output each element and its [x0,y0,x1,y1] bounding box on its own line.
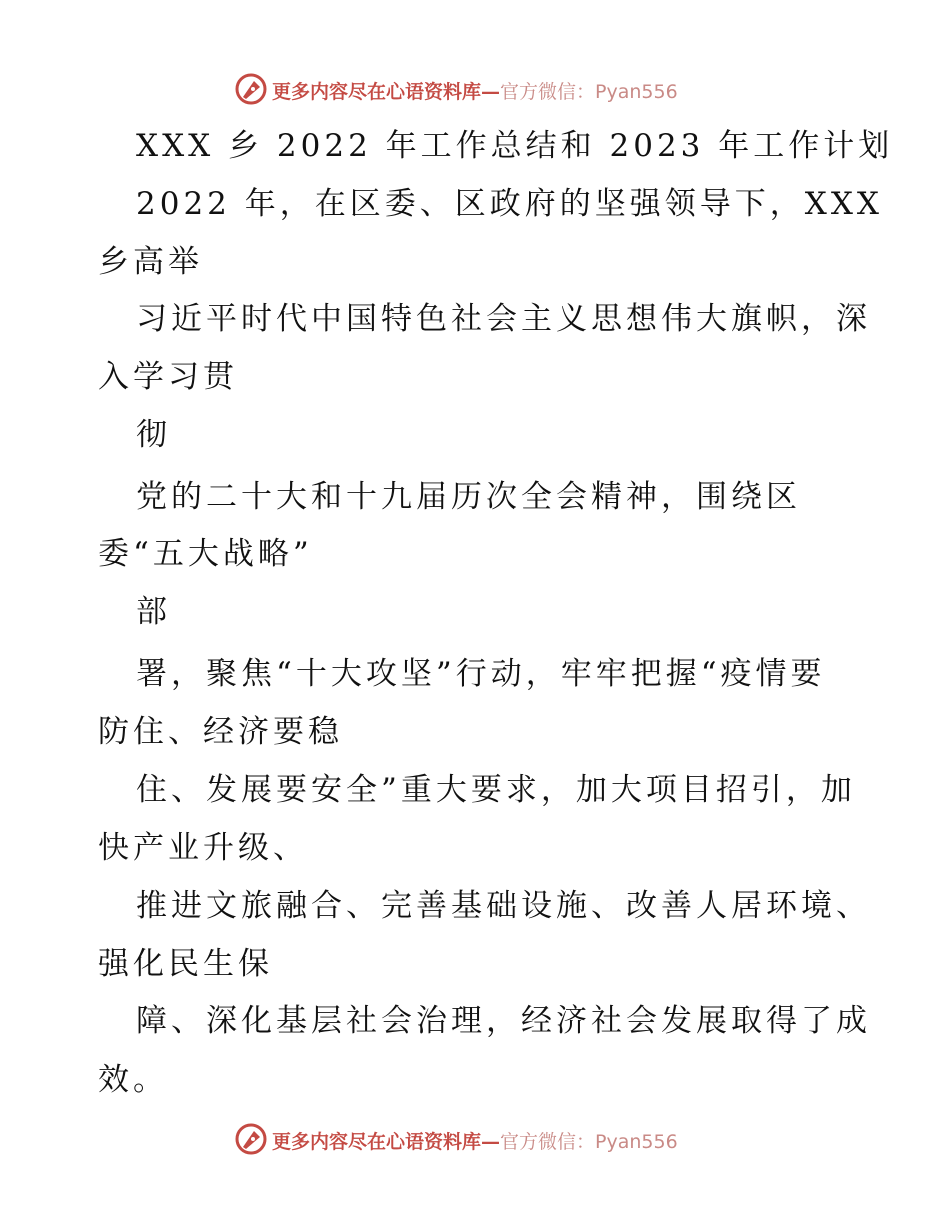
watermark-separator: — [481,81,501,103]
paragraph-line: 障、深化基层社会治理，经济社会发展取得了成 [136,1003,871,1039]
watermark-label: 更多内容尽在心语资料库 [272,1131,482,1153]
watermark-text [272,1127,678,1154]
paragraph-line: 部 [136,594,171,630]
paragraph-line: 强化民生保 [98,946,273,982]
paragraph-line: 2022 年，在区委、区政府的坚强领导下，XXX [136,186,883,222]
watermark-text [272,77,678,104]
paragraph-line: 委“五大战略” [98,536,313,572]
paragraph-line: 习近平时代中国特色社会主义思想伟大旗帜，深 [136,301,871,337]
paragraph-line: 效。 [98,1062,168,1098]
watermark-banner-bottom [0,1120,950,1160]
pen-nib-logo-icon [234,1122,268,1156]
paragraph-line: 乡高举 [98,244,203,280]
paragraph-line: 党的二十大和十九届历次全会精神，围绕区 [136,479,801,515]
paragraph-line: 住、发展要安全”重大要求，加大项目招引，加 [136,772,856,808]
watermark-contact: 官方微信：Pyan556 [500,81,678,103]
document-title: XXX 乡 2022 年工作总结和 2023 年工作计划 [136,128,894,164]
paragraph-line: 推进文旅融合、完善基础设施、改善人居环境、 [136,888,871,924]
pen-nib-logo-icon [234,72,268,106]
paragraph-line: 署，聚焦“十大攻坚”行动，牢牢把握“疫情要 [136,656,826,692]
watermark-separator: — [481,1131,501,1153]
watermark-contact: 官方微信：Pyan556 [500,1131,678,1153]
paragraph-line: 快产业升级、 [98,830,308,866]
paragraph-line: 入学习贯 [98,359,238,395]
paragraph-line: 彻 [136,417,171,453]
watermark-label: 更多内容尽在心语资料库 [272,81,482,103]
paragraph-line: 防住、经济要稳 [98,714,343,750]
watermark-banner-top [0,70,950,110]
